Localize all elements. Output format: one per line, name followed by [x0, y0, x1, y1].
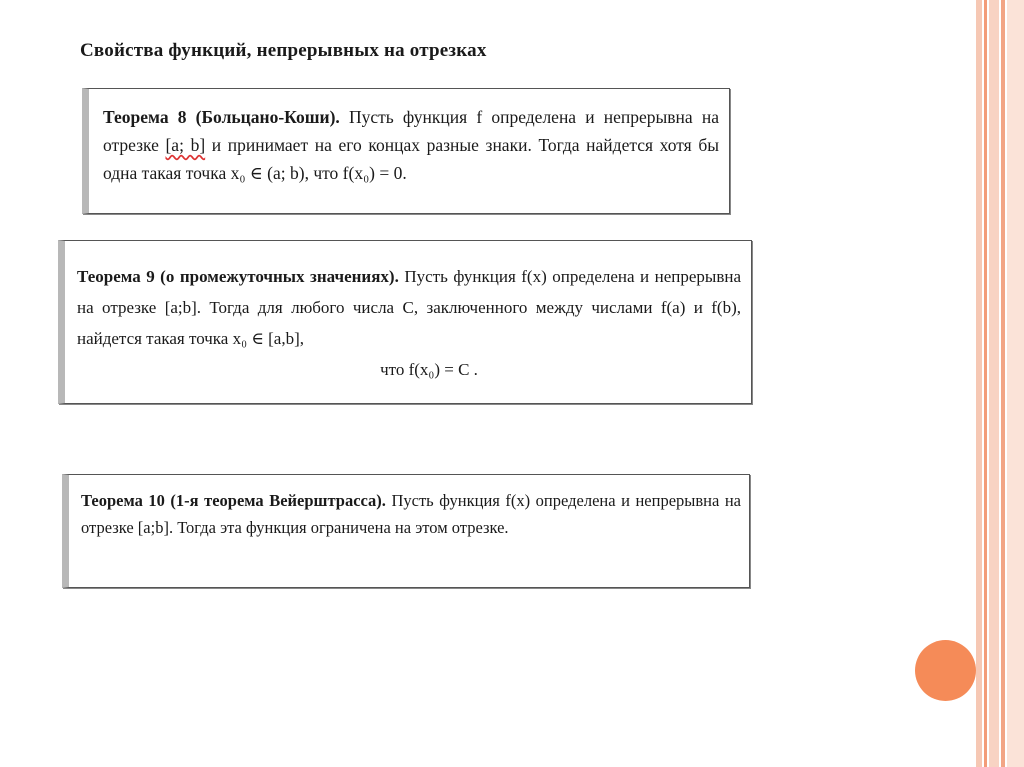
theorem-9-text: [77, 261, 741, 354]
theorem-10-text: [81, 487, 741, 541]
theorem-8-text: [103, 103, 719, 187]
theorem-8-line1b: и принимает на его концах разные знаки.: [205, 135, 532, 155]
theorem-8-line2: Тогда найдется хотя бы одна такая точка x₀ ∈ (a; b), что f(x₀) = 0.: [103, 135, 719, 183]
stripe: [989, 0, 999, 767]
decorative-stripes: [976, 0, 1024, 767]
page-title: Свойства функций, непрерывных на отрезках: [80, 40, 487, 61]
theorem-8-segment: [a; b]: [165, 135, 206, 155]
theorem-10-title: Теорема 10 (1-я теорема Вейерштрасса).: [81, 491, 386, 510]
theorem-9-box: [58, 240, 752, 404]
theorem-10-box: [62, 474, 750, 588]
theorem-9-title: Теорема 9 (о промежуточных значениях).: [77, 267, 399, 286]
stripe: [976, 0, 982, 767]
theorem-8-line1: Пусть функция f определена и непрерывна на отрезке: [103, 107, 719, 155]
theorem-9-body: Пусть функция f(x) определена и непрерывна на отрезке [a;b]. Тогда для любого числа С, заключенного между числами f(a) и f(b), найдется такая точка x₀ ∈ [a,b],: [77, 267, 741, 348]
decorative-circle: [915, 640, 976, 701]
theorem-9-conclusion: что f(x₀) = C .: [380, 360, 478, 379]
stripe: [984, 0, 987, 767]
theorem-8-box: [82, 88, 730, 214]
theorem-8-title: Теорема 8 (Больцано-Коши).: [103, 107, 340, 127]
stripe: [1001, 0, 1005, 767]
theorem-10-body: Пусть функция f(x) определена и непрерывна на отрезке [a;b]. Тогда эта функция ограничена на этом отрезке.: [81, 491, 741, 537]
stripe: [1007, 0, 1024, 767]
